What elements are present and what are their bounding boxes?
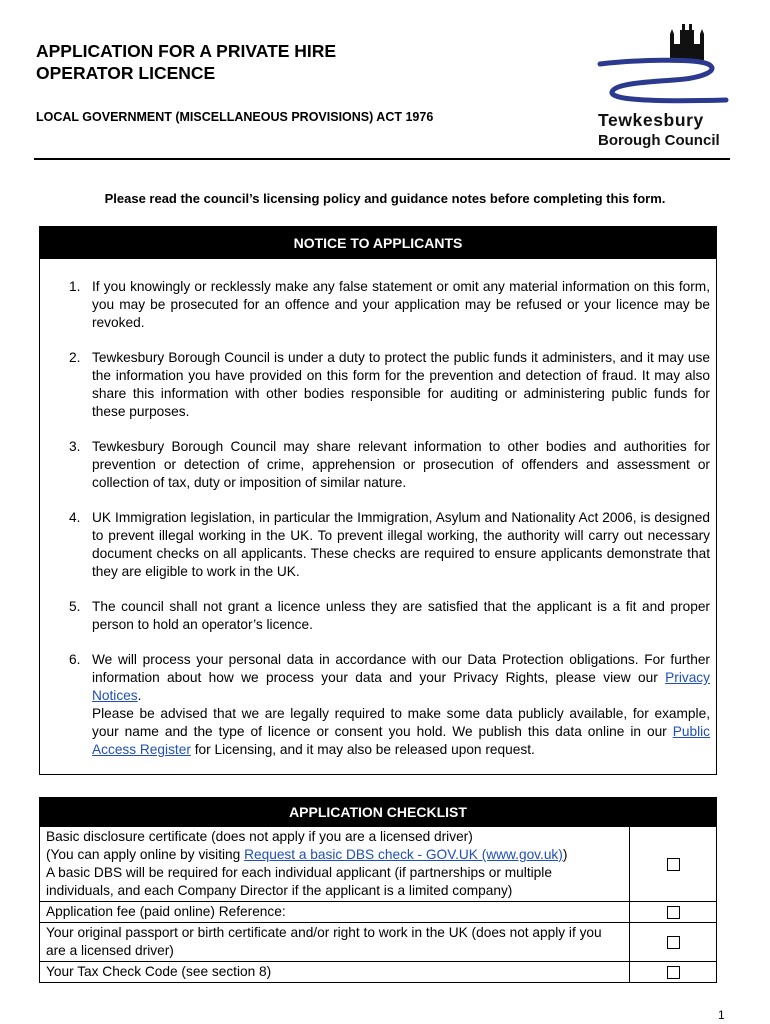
notice-item-text: Tewkesbury Borough Council is under a duty to protect the public funds it administers, and it may use the information you have provided on this form for the prevention and detection of fraud. It may also share this information with other bodies responsible for auditing or administering public funds for these purposes. <box>92 350 710 419</box>
notice-item-number: 5. <box>69 599 81 614</box>
dbs-checkbox[interactable] <box>667 858 680 871</box>
notice-item-number: 6. <box>69 652 81 667</box>
checklist-row-dbs <box>40 826 716 901</box>
notice-item-text: We will process your personal data in accordance with our Data Protection obligations. For further information about how we process your data and your Privacy Rights, please view our Privacy Notices. <box>92 652 710 703</box>
notice-heading: NOTICE TO APPLICANTS <box>40 227 716 259</box>
form-title <box>36 40 336 84</box>
notice-item <box>69 651 710 759</box>
application-checklist <box>39 797 717 983</box>
checklist-heading: APPLICATION CHECKLIST <box>40 798 716 826</box>
header-divider <box>34 158 730 160</box>
checklist-row-tax <box>40 961 716 982</box>
intro-instruction: Please read the council’s licensing policy and guidance notes before completing this form. <box>104 191 666 206</box>
notice-item <box>69 438 710 492</box>
notice-list <box>69 278 710 776</box>
checklist-row-passport <box>40 922 716 961</box>
notice-item-number: 2. <box>69 350 81 365</box>
notice-item-number: 1. <box>69 279 81 294</box>
notice-item-text: Please be advised that we are legally required to make some data publicly available, for example, your name and the type of licence or consent you hold. We publish this data online in our Public Access Register for Licensing, and it may also be released upon request. <box>92 706 710 757</box>
public-access-register-link[interactable]: Public Access Register <box>92 724 710 757</box>
notice-item-text: If you knowingly or recklessly make any false statement or omit any material information on this form, you may be prosecuted for an offence and your application may be refused or your licence may be revoked. <box>92 279 710 330</box>
notice-item-text: Tewkesbury Borough Council may share relevant information to other bodies and authorities for prevention or detection of crime, apprehension or prosecution of offenders and assessment or collection of tax, duty or imposition of similar nature. <box>92 439 710 490</box>
page-number: 1 <box>718 1008 725 1022</box>
checklist-row-text: Application fee (paid online) Reference: <box>40 902 630 922</box>
notice-item-text: UK Immigration legislation, in particular the Immigration, Asylum and Nationality Act 2006, is designed to prevent illegal working in the UK. To prevent illegal working, the authority will carry out necessary document checks on all applicants. These checks are required to ensure applicants demonstrate that they are eligible to work in the UK. <box>92 510 710 579</box>
checklist-row-text: Your Tax Check Code (see section 8) <box>40 962 630 982</box>
notice-item-number: 4. <box>69 510 81 525</box>
privacy-notices-link[interactable]: Privacy Notices <box>92 670 710 703</box>
checklist-row-text: Your original passport or birth certificate and/or right to work in the UK (does not apply if you are a licensed driver) <box>40 923 630 961</box>
form-title-line2: OPERATOR LICENCE <box>36 63 216 83</box>
checklist-row-text: Basic disclosure certificate (does not apply if you are a licensed driver) (You can apply online by visiting Request a basic DBS check - GOV.UK (www.gov.uk)) A basic DBS will be required for each individual applicant (if partnerships or multiple individuals, and each Company Director if the applicant is a limited company) <box>40 827 630 901</box>
notice-item <box>69 598 710 634</box>
logo-subtitle: Borough Council <box>598 132 720 149</box>
form-title-line1: APPLICATION FOR A PRIVATE HIRE <box>36 41 337 61</box>
tax-code-checkbox[interactable] <box>667 966 680 979</box>
passport-checkbox[interactable] <box>667 936 680 949</box>
act-subtitle: LOCAL GOVERNMENT (MISCELLANEOUS PROVISIONS) ACT 1976 <box>36 110 434 124</box>
council-logo <box>594 20 734 155</box>
notice-item-text: The council shall not grant a licence unless they are satisfied that the applicant is a fit and proper person to hold an operator’s licence. <box>92 599 710 632</box>
checklist-row-fee <box>40 901 716 922</box>
dbs-check-link[interactable]: Request a basic DBS check - GOV.UK (www.gov.uk) <box>244 847 563 862</box>
notice-item <box>69 509 710 581</box>
logo-name: Tewkesbury <box>598 110 704 130</box>
abbey-river-logo-icon <box>594 20 734 115</box>
fee-checkbox[interactable] <box>667 906 680 919</box>
notice-item <box>69 349 710 421</box>
notice-item-number: 3. <box>69 439 81 454</box>
notice-item <box>69 278 710 332</box>
notice-box <box>39 226 717 775</box>
